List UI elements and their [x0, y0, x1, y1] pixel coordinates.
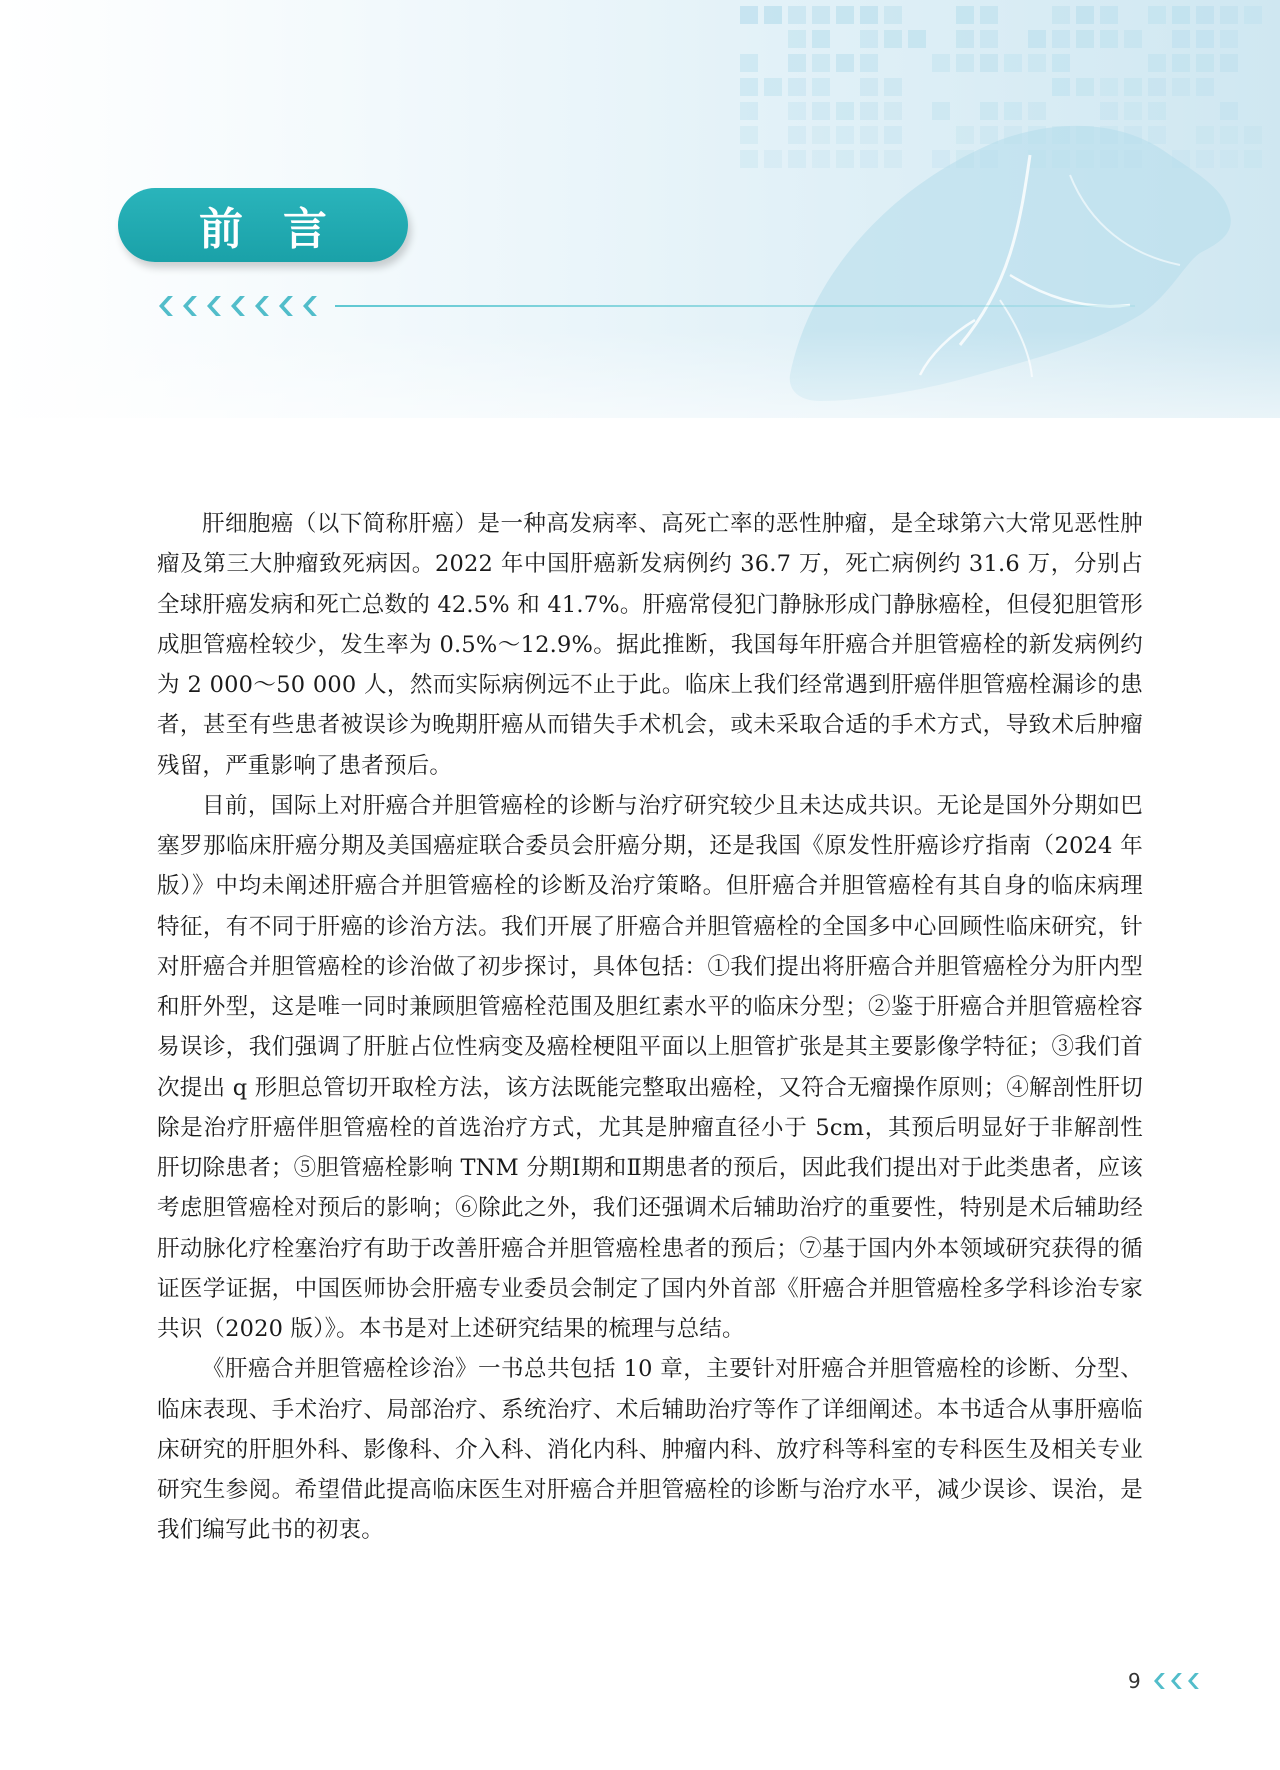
- pixel-square: [740, 6, 758, 24]
- pixel-square: [1052, 54, 1070, 72]
- pixel-square: [1100, 6, 1118, 24]
- pixel-square: [1076, 6, 1094, 24]
- pixel-square: [1052, 78, 1070, 96]
- pixel-square: [788, 78, 806, 96]
- pixel-square: [1028, 54, 1046, 72]
- pixel-square: [764, 78, 782, 96]
- pixel-square: [1244, 6, 1262, 24]
- pixel-square: [1124, 30, 1142, 48]
- pixel-square: [1196, 78, 1214, 96]
- pixel-square: [884, 30, 902, 48]
- pixel-square: [740, 126, 758, 144]
- pixel-square: [1172, 30, 1190, 48]
- pixel-square: [788, 6, 806, 24]
- chevron-left-icon: [183, 296, 197, 316]
- chevron-left-icon: [1171, 1673, 1182, 1689]
- pixel-square: [884, 78, 902, 96]
- pixel-square: [1124, 78, 1142, 96]
- pixel-square: [1076, 30, 1094, 48]
- pixel-square: [1196, 6, 1214, 24]
- preface-body: [157, 504, 1143, 1551]
- pixel-square: [860, 6, 878, 24]
- pixel-square: [956, 30, 974, 48]
- pixel-square: [1004, 54, 1022, 72]
- pixel-square: [1172, 54, 1190, 72]
- pixel-square: [1244, 150, 1262, 168]
- paragraph-3: 《肝癌合并胆管癌栓诊治》一书总共包括 10 章，主要针对肝癌合并胆管癌栓的诊断、分型、临床表现、手术治疗、局部治疗、系统治疗、术后辅助治疗等作了详细阐述。本书适合从事肝癌临床研究的肝胆外科、影像科、介入科、消化内科、肿瘤内科、放疗科等科室的专科医生及相关专业研究生参阅。希望借此提高临床医生对肝癌合并胆管癌栓的诊断与治疗水平，减少误诊、误治，是我们编写此书的初衷。: [157, 1356, 1143, 1544]
- section-title-badge: [118, 188, 408, 262]
- pixel-square: [1220, 6, 1238, 24]
- pixel-square: [1148, 54, 1166, 72]
- chevron-left-icon: [1188, 1673, 1199, 1689]
- chevron-left-icon: [207, 296, 221, 316]
- pixel-square: [1220, 54, 1238, 72]
- page-number: 9: [1128, 1669, 1141, 1693]
- pixel-square: [788, 54, 806, 72]
- chevron-left-icon: [279, 296, 293, 316]
- header-band-fade: [0, 330, 1280, 418]
- pixel-square: [1100, 30, 1118, 48]
- pixel-square: [1220, 30, 1238, 48]
- pixel-square: [1244, 126, 1262, 144]
- pixel-square: [812, 54, 830, 72]
- pixel-square: [860, 78, 878, 96]
- page-chevron-icon: [1150, 1672, 1210, 1690]
- pixel-square: [812, 30, 830, 48]
- pixel-square: [788, 30, 806, 48]
- pixel-square: [860, 54, 878, 72]
- pixel-square: [1052, 30, 1070, 48]
- pixel-square: [812, 78, 830, 96]
- page-title: 前言: [199, 204, 367, 255]
- pixel-square: [740, 150, 758, 168]
- pixel-square: [1172, 6, 1190, 24]
- pixel-square: [908, 30, 926, 48]
- paragraph-2: 目前，国际上对肝癌合并胆管癌栓的诊断与治疗研究较少且未达成共识。无论是国外分期如巴塞罗那临床肝癌分期及美国癌症联合委员会肝癌分期，还是我国《原发性肝癌诊疗指南（2024 年版）》中均未阐述肝癌合并胆管癌栓的诊断及治疗策略。但肝癌合并胆管癌栓有其自身的临床病理特征，有不同于肝癌的诊治方法。我们开展了肝癌合并胆管癌栓的全国多中心回顾性临床研究，针对肝癌合并胆管癌栓的诊治做了初步探讨，具体包括：①我们提出将肝癌合并胆管癌栓分为肝内型和肝外型，这是唯一同时兼顾胆管癌栓范围及胆红素水平的临床分型；②鉴于肝癌合并胆管癌栓容易误诊，我们强调了肝脏占位性病变及癌栓梗阻平面以上胆管扩张是其主要影像学特征；③我们首次提出 q 形胆总管切开取栓方法，该方法既能完整取出癌栓，又符合无瘤操作原则；④解剖性肝切除是治疗肝癌伴胆管癌栓的首选治疗方式，尤其是肿瘤直径小于 5cm，其预后明显好于非解剖性肝切除患者；⑤胆管癌栓影响 TNM 分期Ⅰ期和Ⅱ期患者的预后，因此我们提出对于此类患者，应该考虑胆管癌栓对预后的影响；⑥除此之外，我们还强调术后辅助治疗的重要性，特别是术后辅助经肝动脉化疗栓塞治疗有助于改善肝癌合并胆管癌栓患者的预后；⑦基于国内外本领域研究获得的循证医学证据，中国医师协会肝癌专业委员会制定了国内外首部《肝癌合并胆管癌栓多学科诊治专家共识（2020 版）》。本书是对上述研究结果的梳理与总结。: [157, 792, 1143, 1342]
- pixel-square: [860, 30, 878, 48]
- pixel-square: [932, 54, 950, 72]
- pixel-square: [836, 54, 854, 72]
- pixel-square: [764, 6, 782, 24]
- chevron-left-icon: [1154, 1673, 1165, 1689]
- pixel-square: [1052, 6, 1070, 24]
- chevron-left-icon: [159, 296, 173, 316]
- pixel-square: [1148, 6, 1166, 24]
- pixel-square: [980, 6, 998, 24]
- pixel-square: [1028, 30, 1046, 48]
- pixel-square: [1100, 78, 1118, 96]
- pixel-square: [884, 6, 902, 24]
- pixel-square: [1196, 54, 1214, 72]
- pixel-square: [980, 54, 998, 72]
- pixel-square: [740, 102, 758, 120]
- pixel-square: [956, 54, 974, 72]
- pixel-square: [1172, 78, 1190, 96]
- pixel-square: [740, 78, 758, 96]
- pixel-square: [836, 6, 854, 24]
- chevron-left-icon: [255, 296, 269, 316]
- pixel-square: [1076, 78, 1094, 96]
- pixel-square: [812, 6, 830, 24]
- pixel-square: [740, 54, 758, 72]
- chevron-left-icon: [303, 296, 317, 316]
- pixel-square: [1196, 30, 1214, 48]
- double-chevron-left-icon: [157, 295, 327, 317]
- pixel-square: [1148, 78, 1166, 96]
- pixel-square: [980, 30, 998, 48]
- chevron-left-icon: [231, 296, 245, 316]
- paragraph-1: 肝细胞癌（以下简称肝癌）是一种高发病率、高死亡率的恶性肿瘤，是全球第六大常见恶性肿瘤及第三大肿瘤致死病因。2022 年中国肝癌新发病例约 36.7 万，死亡病例约 31.6 万，分别占全球肝癌发病和死亡总数的 42.5% 和 41.7%。肝癌常侵犯门静脉形成门静脉癌栓，但侵犯胆管形成胆管癌栓较少，发生率为 0.5%～12.9%。据此推断，我国每年肝癌合并胆管癌栓的新发病例约为 2 000～50 000 人，然而实际病例远不止于此。临床上我们经常遇到肝癌伴胆管癌栓漏诊的患者，甚至有些患者被误诊为晚期肝癌从而错失手术机会，或未采取合适的手术方式，导致术后肿瘤残留，严重影响了患者预后。: [157, 511, 1143, 779]
- title-divider-line: [335, 305, 1135, 307]
- pixel-square: [956, 6, 974, 24]
